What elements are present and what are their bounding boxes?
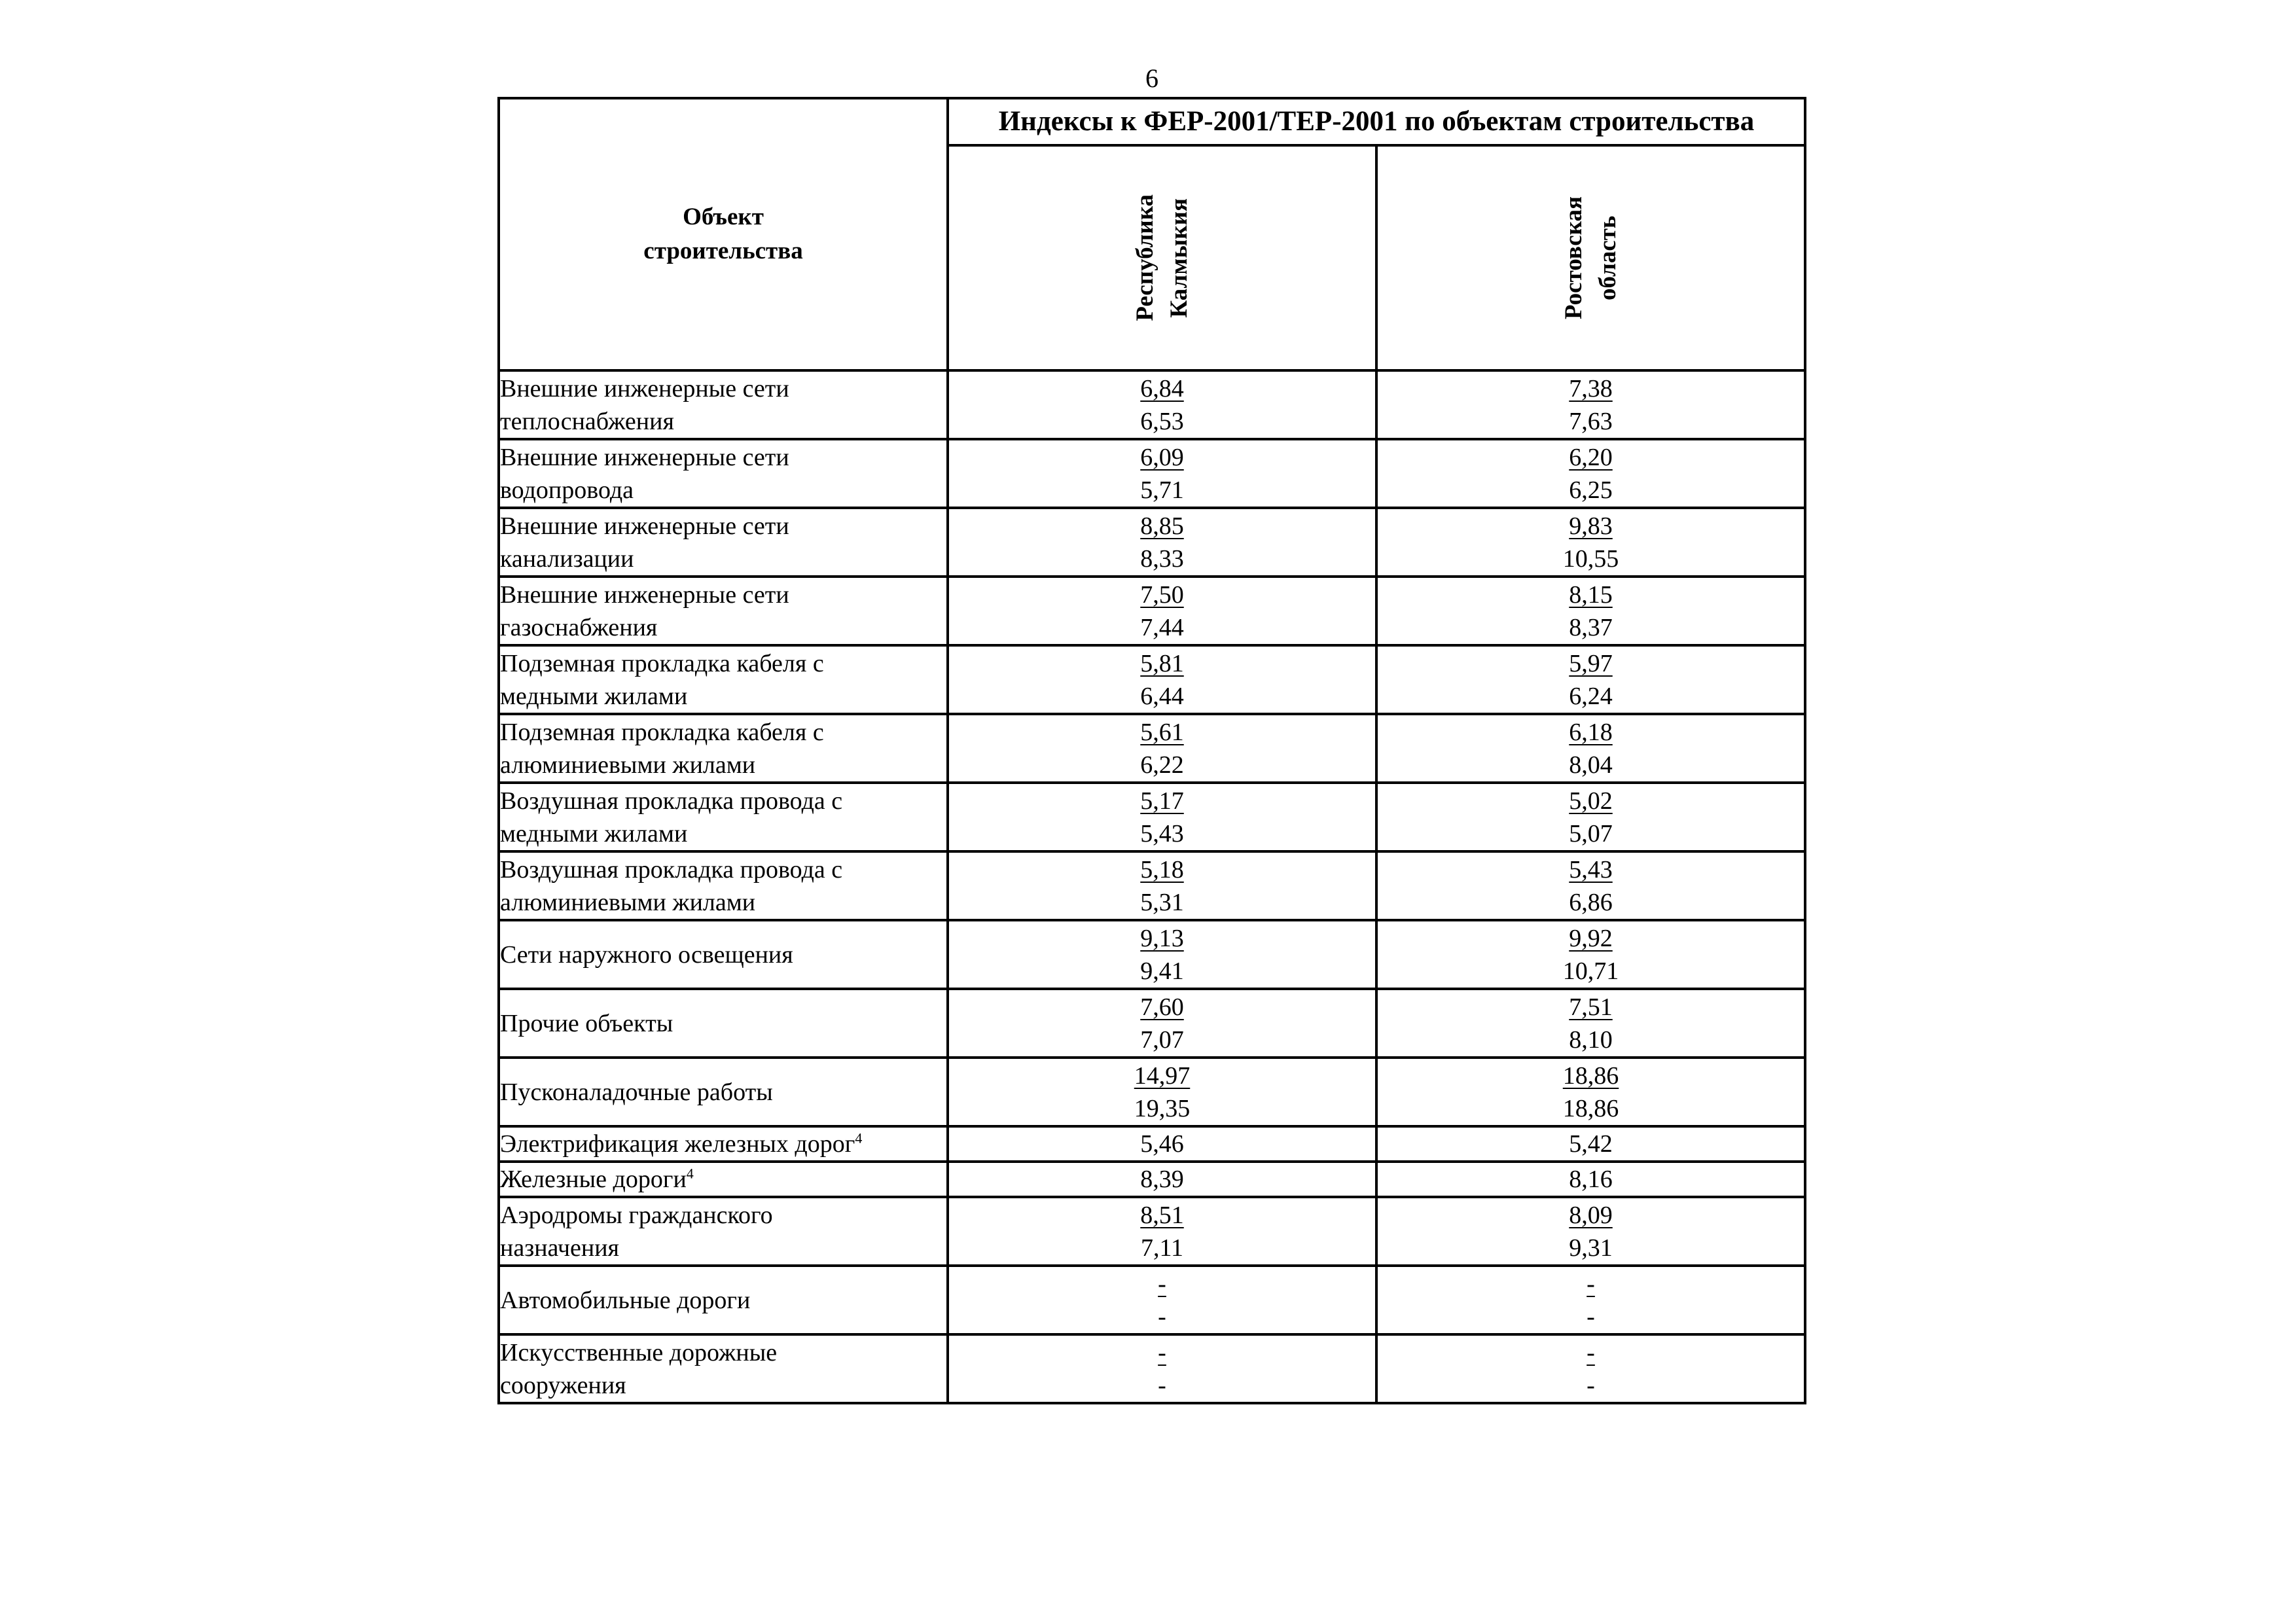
- value-denominator: 19,35: [1134, 1094, 1191, 1122]
- value-numerator: 7,51: [1569, 993, 1613, 1021]
- value-cell-rostov: [1376, 508, 1805, 577]
- value-cell-kalmykia: [948, 1334, 1376, 1403]
- table-row: [499, 1162, 1805, 1197]
- value-denominator: 8,04: [1569, 751, 1613, 779]
- table-row: [499, 439, 1805, 508]
- row-object-label: Сети наружного освещения: [500, 940, 793, 969]
- table-row: [499, 508, 1805, 577]
- object-column-header-label: Объект строительства: [643, 204, 803, 264]
- value-numerator: 7,60: [1140, 993, 1184, 1021]
- value-cell-rostov: [1376, 1197, 1805, 1266]
- row-object-name: [499, 1334, 948, 1403]
- value-numerator: 8,15: [1569, 580, 1613, 609]
- table-row: [499, 783, 1805, 851]
- value-numerator: 8,85: [1140, 512, 1184, 540]
- value-cell-kalmykia: [948, 989, 1376, 1058]
- value-cell-rostov: [1376, 645, 1805, 714]
- value-denominator: 5,43: [1140, 819, 1184, 847]
- table-row: [499, 851, 1805, 920]
- value-cell-rostov: [1376, 714, 1805, 783]
- value-numerator: 5,61: [1140, 718, 1184, 746]
- value-denominator: 8,10: [1569, 1026, 1613, 1054]
- value-single: 8,39: [1140, 1166, 1184, 1193]
- row-object-label: Воздушная прокладка провода с медными жилами: [500, 787, 843, 847]
- value-cell-kalmykia: [948, 1197, 1376, 1266]
- row-object-label: Внешние инженерные сети газоснабжения: [500, 580, 789, 641]
- row-object-name: [499, 1197, 948, 1266]
- row-object-name: [499, 714, 948, 783]
- table-row: [499, 1126, 1805, 1162]
- indices-table: [497, 97, 1806, 1404]
- row-object-name: [499, 645, 948, 714]
- value-cell-rostov: [1376, 1058, 1805, 1126]
- value-numerator: 5,97: [1569, 649, 1613, 677]
- row-object-label: Прочие объекты: [500, 1009, 673, 1037]
- value-cell-rostov: [1376, 1162, 1805, 1197]
- row-object-label: Внешние инженерные сети теплоснабжения: [500, 374, 789, 435]
- row-object-name: [499, 370, 948, 439]
- table-row: [499, 920, 1805, 989]
- value-denominator: 6,53: [1140, 407, 1184, 435]
- value-numerator: 9,83: [1569, 512, 1613, 540]
- value-numerator: 6,20: [1569, 443, 1613, 471]
- table-row: [499, 714, 1805, 783]
- row-object-label: Внешние инженерные сети канализации: [500, 512, 789, 573]
- row-object-name: [499, 920, 948, 989]
- value-denominator: -: [1587, 1302, 1595, 1330]
- row-object-label: Электрификация железных дорог: [500, 1130, 855, 1158]
- table-row: [499, 1334, 1805, 1403]
- row-object-name: [499, 1266, 948, 1334]
- page-number: 6: [1145, 63, 1158, 93]
- value-numerator: 6,09: [1140, 443, 1184, 471]
- value-denominator: 6,86: [1569, 888, 1613, 916]
- value-cell-kalmykia: [948, 370, 1376, 439]
- row-object-name: [499, 508, 948, 577]
- row-object-name: [499, 989, 948, 1058]
- value-denominator: 7,11: [1140, 1234, 1184, 1262]
- value-denominator: 6,25: [1569, 476, 1613, 504]
- row-object-name: [499, 577, 948, 645]
- value-numerator: -: [1587, 1338, 1595, 1366]
- region-header-kalmykia: [948, 145, 1376, 370]
- value-numerator: -: [1158, 1338, 1166, 1366]
- value-numerator: 5,02: [1569, 787, 1613, 815]
- value-denominator: 10,55: [1562, 544, 1619, 573]
- value-cell-kalmykia: [948, 851, 1376, 920]
- value-denominator: 5,71: [1140, 476, 1184, 504]
- value-cell-kalmykia: [948, 577, 1376, 645]
- value-denominator: 6,22: [1140, 751, 1184, 779]
- row-object-name: [499, 851, 948, 920]
- value-cell-kalmykia: [948, 1058, 1376, 1126]
- value-denominator: 5,31: [1140, 888, 1184, 916]
- value-cell-rostov: [1376, 1334, 1805, 1403]
- value-numerator: 5,17: [1140, 787, 1184, 815]
- value-denominator: -: [1158, 1302, 1166, 1330]
- value-denominator: 6,44: [1140, 682, 1184, 710]
- value-single: 5,46: [1140, 1130, 1184, 1158]
- value-numerator: 7,38: [1569, 374, 1613, 402]
- row-object-label: Подземная прокладка кабеля с алюминиевыми жилами: [500, 718, 824, 779]
- row-object-name: [499, 1058, 948, 1126]
- row-object-label: Железные дороги: [500, 1166, 687, 1193]
- value-cell-rostov: [1376, 1266, 1805, 1334]
- table-row: [499, 577, 1805, 645]
- row-object-name: [499, 783, 948, 851]
- row-object-label: Подземная прокладка кабеля с медными жилами: [500, 649, 824, 710]
- value-numerator: 5,18: [1140, 855, 1184, 883]
- row-object-label: Аэродромы гражданского назначения: [500, 1201, 773, 1262]
- value-single: 5,42: [1569, 1130, 1613, 1158]
- row-object-label: Автомобильные дороги: [500, 1286, 751, 1314]
- table-row: [499, 1266, 1805, 1334]
- value-single: 8,16: [1569, 1166, 1613, 1193]
- value-numerator: 18,86: [1562, 1061, 1619, 1090]
- value-cell-kalmykia: [948, 920, 1376, 989]
- value-numerator: 9,13: [1140, 924, 1184, 952]
- region-label-rostov: Ростовская область: [1560, 196, 1621, 319]
- value-denominator: 5,07: [1569, 819, 1613, 847]
- value-numerator: -: [1158, 1270, 1166, 1298]
- value-cell-rostov: [1376, 920, 1805, 989]
- row-object-name: [499, 1162, 948, 1197]
- row-object-label: Воздушная прокладка провода с алюминиевыми жилами: [500, 855, 843, 916]
- value-denominator: 7,07: [1140, 1026, 1184, 1054]
- footnote-marker: 4: [855, 1130, 863, 1147]
- value-numerator: 5,81: [1140, 649, 1184, 677]
- object-column-header: [499, 98, 948, 370]
- value-cell-kalmykia: [948, 1126, 1376, 1162]
- value-denominator: 8,37: [1569, 613, 1613, 641]
- value-denominator: 7,63: [1569, 407, 1613, 435]
- value-numerator: 6,84: [1140, 374, 1184, 402]
- value-cell-rostov: [1376, 439, 1805, 508]
- value-denominator: 6,24: [1569, 682, 1613, 710]
- value-cell-rostov: [1376, 370, 1805, 439]
- table-row: [499, 1058, 1805, 1126]
- value-numerator: 8,51: [1140, 1201, 1184, 1229]
- value-numerator: 9,92: [1569, 924, 1613, 952]
- value-denominator: 18,86: [1562, 1094, 1619, 1122]
- region-header-rostov: [1376, 145, 1805, 370]
- table-body: [499, 370, 1805, 1403]
- value-numerator: 8,09: [1569, 1201, 1613, 1229]
- value-cell-kalmykia: [948, 1266, 1376, 1334]
- row-object-name: [499, 1126, 948, 1162]
- table-row: [499, 1197, 1805, 1266]
- row-object-name: [499, 439, 948, 508]
- table-row: [499, 645, 1805, 714]
- value-cell-rostov: [1376, 577, 1805, 645]
- value-numerator: 7,50: [1140, 580, 1184, 609]
- value-numerator: 5,43: [1569, 855, 1613, 883]
- row-object-label: Искусственные дорожные сооружения: [500, 1338, 778, 1399]
- value-denominator: -: [1587, 1371, 1595, 1399]
- value-cell-kalmykia: [948, 645, 1376, 714]
- footnote-marker: 4: [686, 1165, 694, 1182]
- value-cell-rostov: [1376, 851, 1805, 920]
- region-label-kalmykia: Республика Калмыкия: [1131, 194, 1193, 321]
- row-object-label: Пусконаладочные работы: [500, 1078, 773, 1106]
- value-numerator: -: [1587, 1270, 1595, 1298]
- value-cell-kalmykia: [948, 1162, 1376, 1197]
- value-cell-kalmykia: [948, 714, 1376, 783]
- value-cell-kalmykia: [948, 439, 1376, 508]
- value-cell-rostov: [1376, 783, 1805, 851]
- indices-group-header: Индексы к ФЕР-2001/ТЕР-2001 по объектам строительства: [948, 98, 1805, 145]
- value-denominator: -: [1158, 1371, 1166, 1399]
- value-cell-kalmykia: [948, 783, 1376, 851]
- value-denominator: 9,31: [1569, 1234, 1613, 1262]
- value-cell-kalmykia: [948, 508, 1376, 577]
- value-denominator: 9,41: [1140, 957, 1184, 985]
- table-row: [499, 370, 1805, 439]
- value-denominator: 10,71: [1562, 957, 1619, 985]
- table-row: [499, 989, 1805, 1058]
- value-denominator: 8,33: [1140, 544, 1184, 573]
- value-numerator: 14,97: [1134, 1061, 1191, 1090]
- value-numerator: 6,18: [1569, 718, 1613, 746]
- value-denominator: 7,44: [1140, 613, 1184, 641]
- value-cell-rostov: [1376, 1126, 1805, 1162]
- value-cell-rostov: [1376, 989, 1805, 1058]
- row-object-label: Внешние инженерные сети водопровода: [500, 443, 789, 504]
